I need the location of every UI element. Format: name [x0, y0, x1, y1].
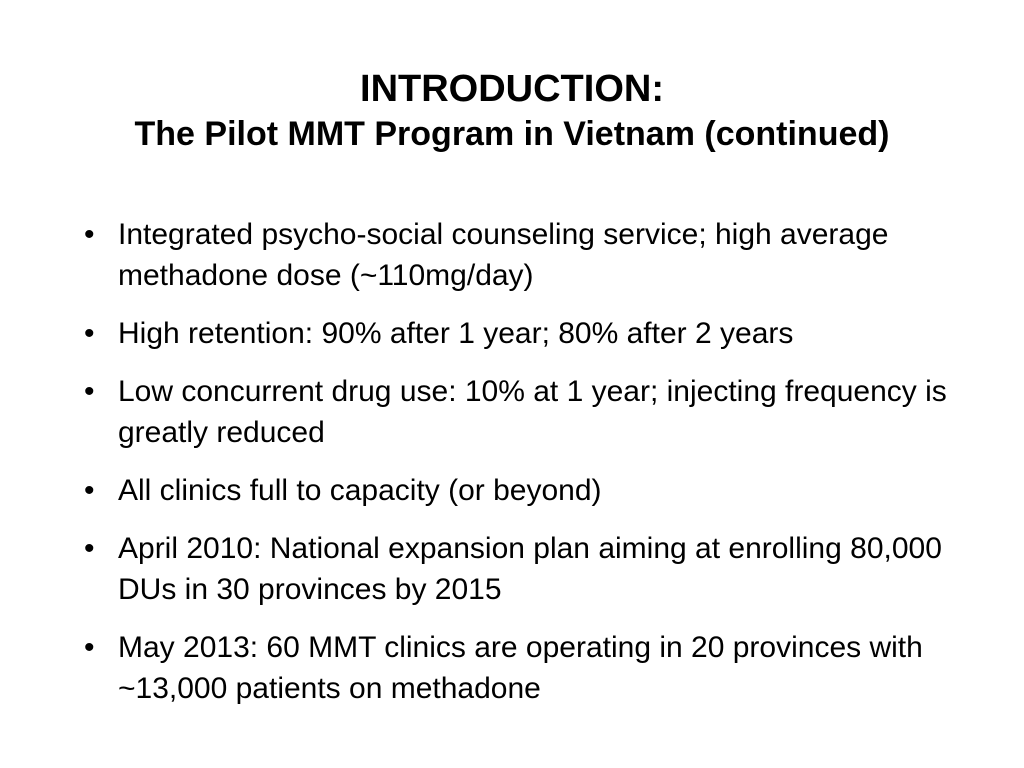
bullet-item-capacity	[84, 470, 964, 511]
bullet-text: Integrated psycho-social counseling service; high average methadone dose (~110mg/day)	[118, 218, 889, 292]
bullet-item-counseling	[84, 214, 964, 296]
bullet-text: Low concurrent drug use: 10% at 1 year; injecting frequency is greatly reduced	[118, 375, 947, 449]
bullet-icon: •	[84, 474, 95, 507]
slide-subtitle: The Pilot MMT Program in Vietnam (continued)	[134, 114, 890, 153]
bullet-icon: •	[84, 317, 95, 350]
bullet-item-drug-use	[84, 371, 964, 453]
bullet-item-clinics-2013	[84, 627, 964, 709]
slide-title: INTRODUCTION:	[360, 68, 664, 110]
bullet-icon: •	[84, 532, 95, 565]
bullet-icon: •	[84, 631, 95, 664]
bullet-text: April 2010: National expansion plan aiming at enrolling 80,000 DUs in 30 provinces by 2015	[118, 532, 942, 606]
bullet-icon: •	[84, 218, 95, 251]
bullet-text: May 2013: 60 MMT clinics are operating in 20 provinces with ~13,000 patients on methadone	[118, 631, 923, 705]
bullet-text: High retention: 90% after 1 year; 80% after 2 years	[118, 317, 794, 350]
bullet-item-retention	[84, 313, 964, 354]
slide-title-block	[0, 68, 1024, 154]
bullet-item-expansion-plan	[84, 528, 964, 610]
bullet-text: All clinics full to capacity (or beyond)	[118, 474, 602, 507]
bullet-list	[84, 214, 964, 726]
bullet-icon: •	[84, 375, 95, 408]
